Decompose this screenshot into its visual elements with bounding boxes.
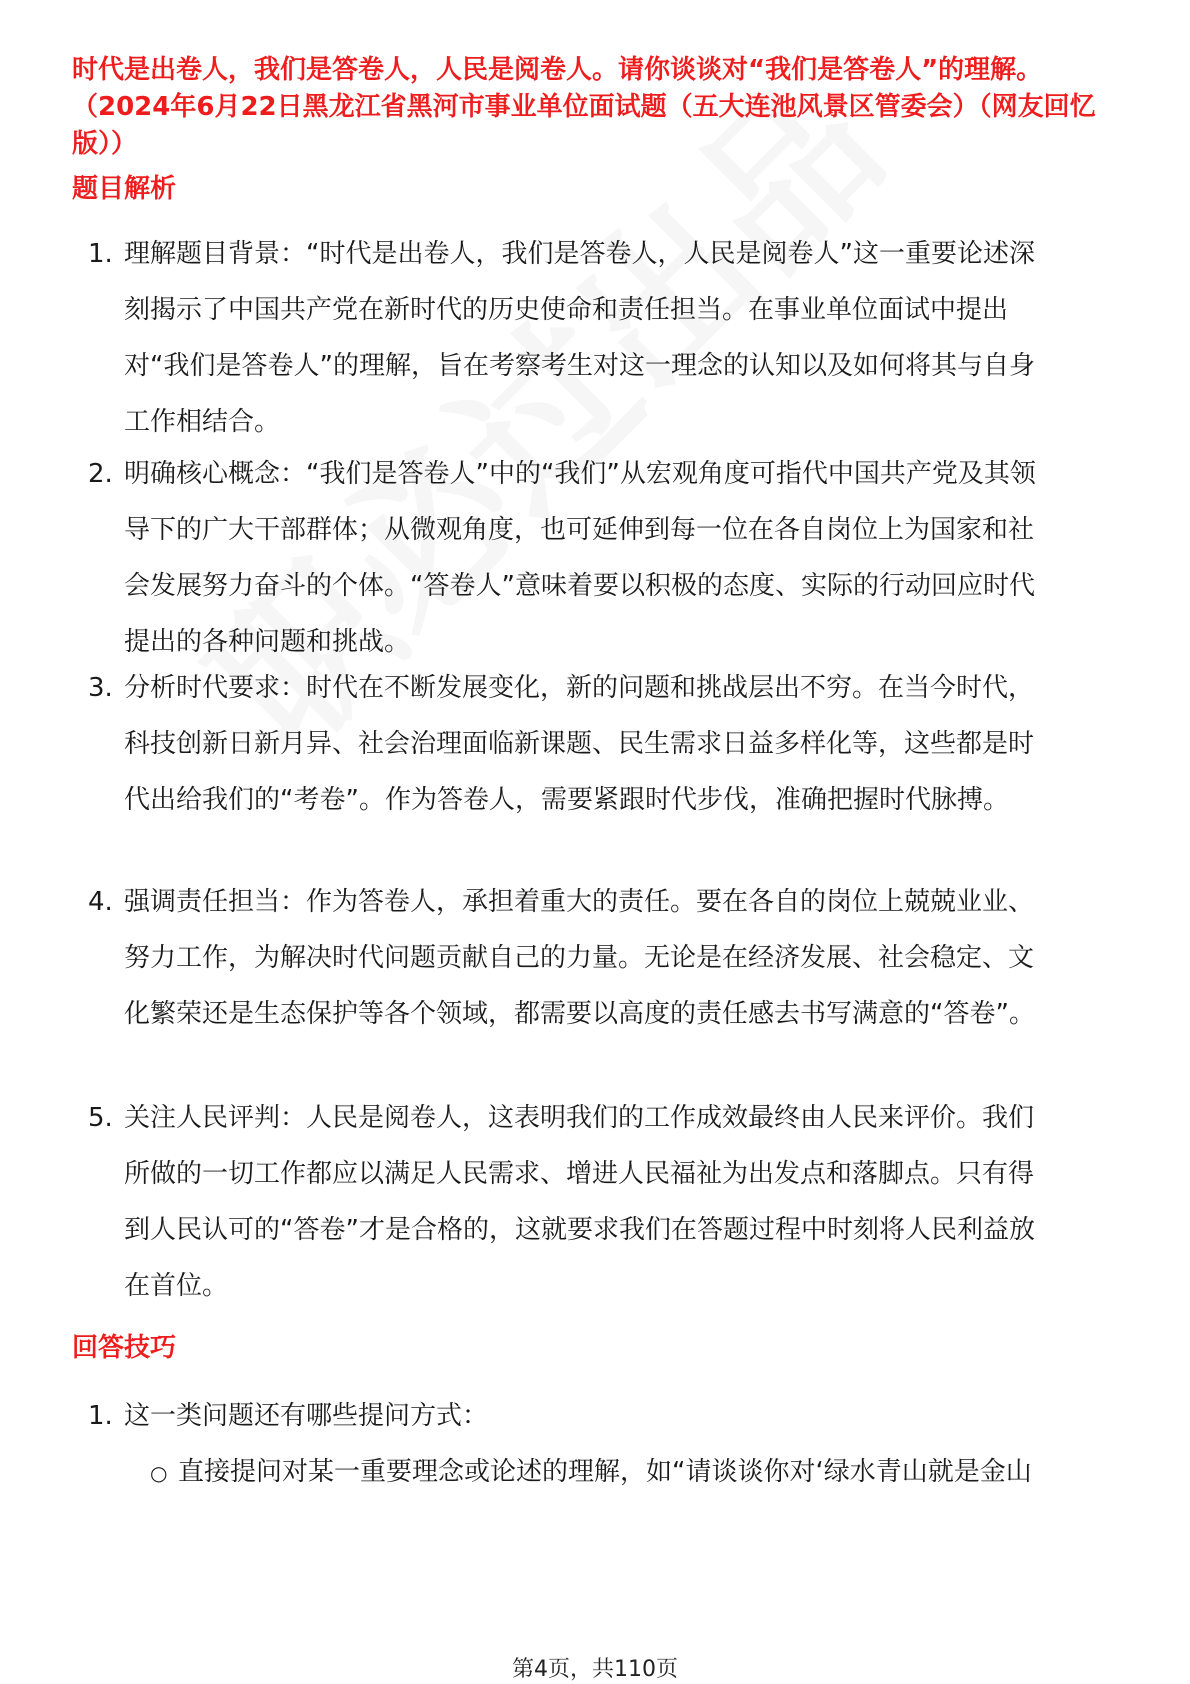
- list-item-text: 强调责任担当：作为答卷人，承担着重大的责任。要在各自的岗位上兢兢业业、努力工作，为解决时代问题贡献自己的力量。无论是在经济发展、社会稳定、文化繁荣还是生态保护等各个领域，都需要以高度的责任感去书写满意的“答卷”。: [124, 887, 1035, 1029]
- list-item-text: 关注人民评判：人民是阅卷人，这表明我们的工作成效最终由人民来评价。我们所做的一切工作都应以满足人民需求、增进人民福祉为出发点和落脚点。只有得到人民认可的“答卷”才是合格的，这就要求我们在答题过程中时刻将人民利益放在首位。: [124, 1103, 1035, 1301]
- list-item-number: 5.: [88, 1103, 113, 1133]
- list-item-number: 2.: [88, 459, 113, 489]
- section-heading-analysis: 题目解析: [72, 174, 177, 204]
- list-item-number: 1.: [88, 1401, 113, 1431]
- page-footer: 第4页，共110页: [512, 1657, 678, 1682]
- sub-list-item: [150, 1444, 1032, 1501]
- list-item-number: 1.: [88, 239, 113, 269]
- question-title: 时代是出卷人，我们是答卷人，人民是阅卷人。请你谈谈对“我们是答卷人”的理解。（2024年6月22日黑龙江省黑河市事业单位面试题（五大连池风景区管委会）（网友回忆版））: [72, 55, 1096, 159]
- list-item-text: 理解题目背景：“时代是出卷人，我们是答卷人，人民是阅卷人”这一重要论述深刻揭示了中国共产党在新时代的历史使命和责任担当。在事业单位面试中提出对“我们是答卷人”的理解，旨在考察考生对这一理念的认知以及如何将其与自身工作相结合。: [124, 239, 1035, 437]
- list-item-text: 明确核心概念：“我们是答卷人”中的“我们”从宏观角度可指代中国共产党及其领导下的广大干部群体；从微观角度，也可延伸到每一位在各自岗位上为国家和社会发展努力奋斗的个体。“答卷人”意味着要以积极的态度、实际的行动回应时代提出的各种问题和挑战。: [124, 459, 1036, 657]
- list-item-number: 3.: [88, 673, 113, 703]
- list-item-text: 这一类问题还有哪些提问方式：: [124, 1401, 489, 1431]
- circle-bullet-icon: ○: [150, 1461, 168, 1485]
- section-heading-tips: 回答技巧: [72, 1333, 177, 1363]
- list-item-number: 4.: [88, 887, 113, 917]
- sub-list-item-text: 直接提问对某一重要理念或论述的理解，如“请谈谈你对‘绿水青山就是金山: [178, 1457, 1032, 1487]
- list-item-text: 分析时代要求：时代在不断发展变化，新的问题和挑战层出不穷。在当今时代，科技创新日新月异、社会治理面临新课题、民生需求日益多样化等，这些都是时代出给我们的“考卷”。作为答卷人，需要紧跟时代步伐，准确把握时代脉搏。: [124, 673, 1035, 815]
